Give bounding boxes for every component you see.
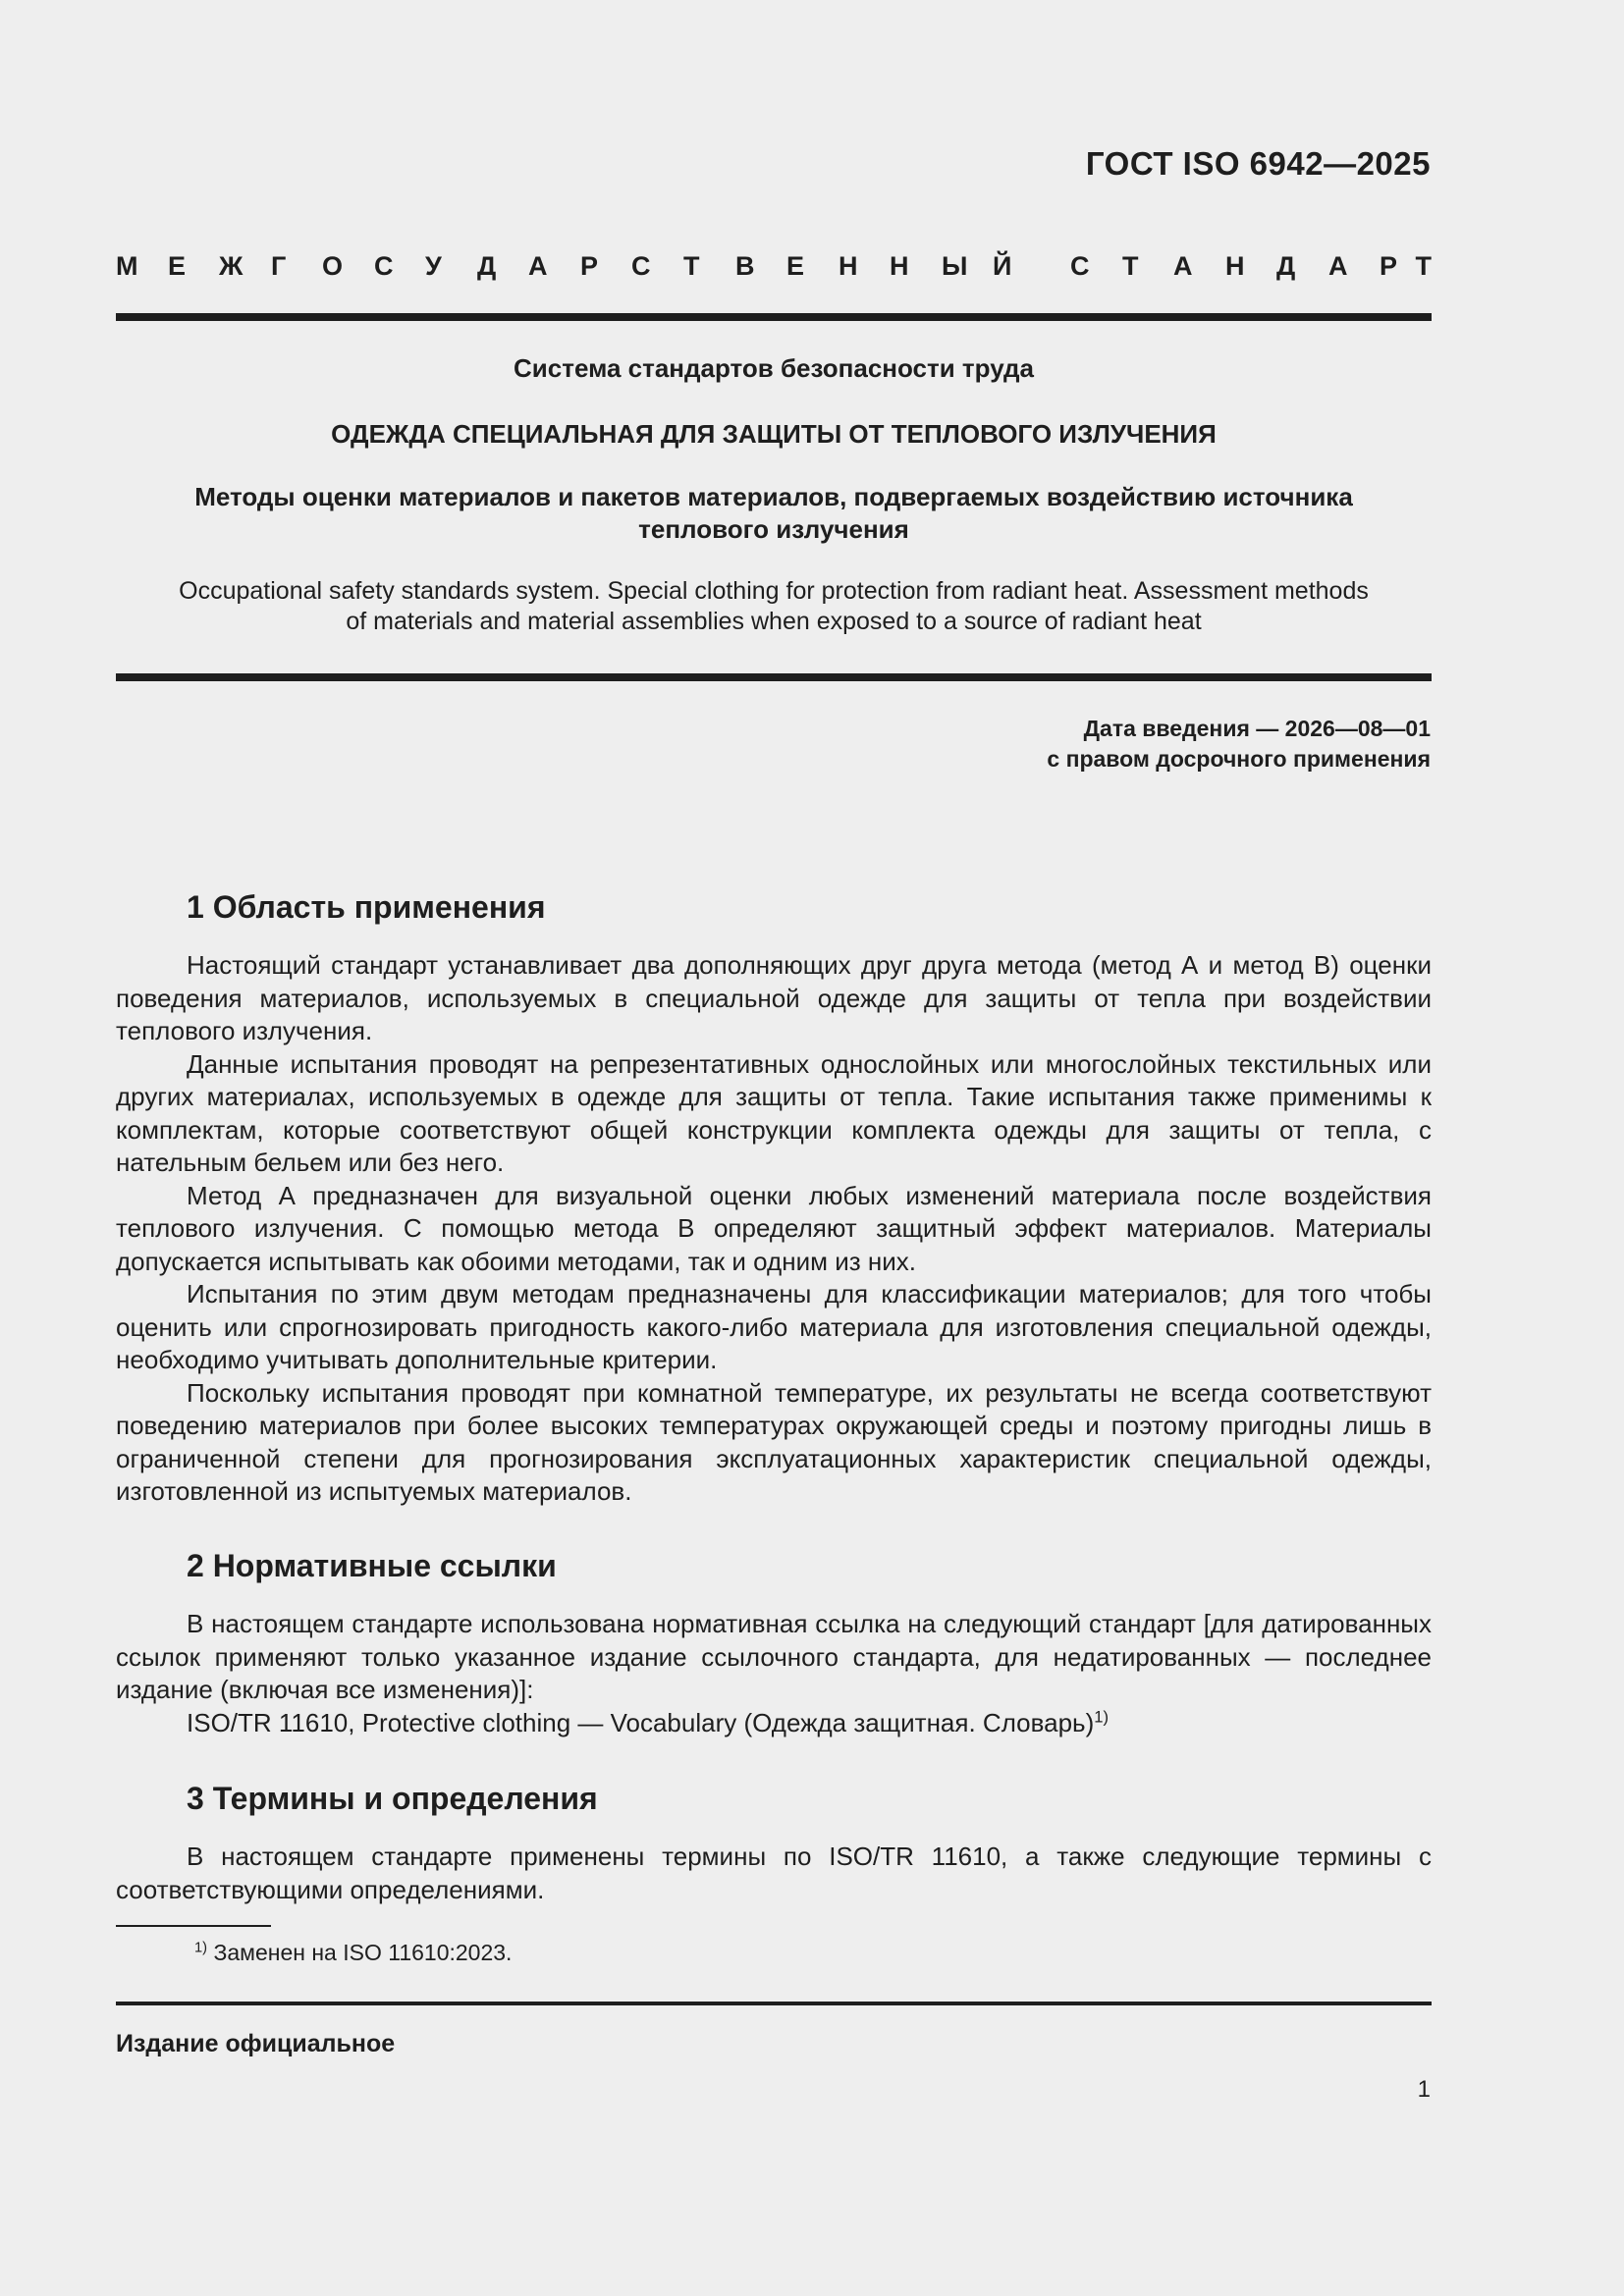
banner-letter: Д	[1276, 251, 1296, 281]
footnote	[194, 1938, 512, 1967]
paragraph: Испытания по этим двум методам предназначены для классификации материалов; для того чтобы оценить или спрогнозировать пригодность какого-либо материала для изготовления специальной одежды, необходимо учитывать дополнительные критерии.	[116, 1279, 1432, 1374]
banner-letter: У	[425, 251, 442, 281]
banner-letter: Т	[1415, 251, 1432, 281]
section-3-heading: 3 Термины и определения	[187, 1781, 598, 1816]
paragraph: В настоящем стандарте применены термины по ISO/TR 11610, а также следующие термины с соответствующими определениями.	[116, 1842, 1432, 1904]
banner-letter: В	[735, 251, 755, 281]
banner-letter: Е	[168, 251, 187, 281]
footnote-mark: 1)	[194, 1940, 208, 1956]
title-rule	[116, 673, 1432, 681]
banner-letter: С	[1070, 251, 1090, 281]
early-application-line: с правом досрочного применения	[1047, 746, 1431, 772]
normative-reference	[116, 1707, 1432, 1740]
banner-letter: Ж	[219, 251, 244, 281]
footnote-text: Заменен на ISO 11610:2023.	[213, 1940, 513, 1965]
top-rule	[116, 313, 1432, 321]
banner-letter: А	[1173, 251, 1193, 281]
paragraph: В настоящем стандарте использована нормативная ссылка на следующий стандарт [для датированных ссылок применяют только указанное издание ссылочного стандарта, для недатированных — последнее издание (включая все изменения)]:	[116, 1609, 1432, 1704]
section-1-body	[116, 949, 1432, 1509]
banner-letter: Д	[477, 251, 497, 281]
system-title: Система стандартов безопасности труда	[514, 353, 1034, 383]
paragraph: Метод А предназначен для визуальной оценки любых изменений материала после воздействия теплового излучения. С помощью метода В определяют защитный эффект материалов. Материалы допускается испытывать как обоими методами, так и одним из них.	[116, 1180, 1432, 1276]
banner-letter: С	[374, 251, 394, 281]
banner-letter: Ы	[942, 251, 968, 281]
date-line: Дата введения — 2026—08—01	[1083, 716, 1431, 741]
document-subtitle	[116, 481, 1432, 546]
banner-letter: Е	[786, 251, 805, 281]
introduction-date	[1047, 714, 1431, 774]
banner-letter: Н	[890, 251, 909, 281]
standard-code: ГОСТ ISO 6942—2025	[1085, 145, 1431, 182]
banner-letter: Н	[1225, 251, 1245, 281]
banner-letter: Й	[993, 251, 1012, 281]
reference-text: ISO/TR 11610, Protective clothing — Vocabulary (Одежда защитная. Словарь)	[187, 1707, 1095, 1737]
section-3-body	[116, 1841, 1432, 1906]
banner-letter: А	[1328, 251, 1348, 281]
english-title-line: Occupational safety standards system. Special clothing for protection from radiant heat. Assessment methods	[179, 577, 1369, 605]
banner-letter: А	[528, 251, 548, 281]
footnote-rule	[116, 1925, 271, 1927]
banner-letter: Р	[1380, 251, 1398, 281]
banner-letter: Г	[271, 251, 287, 281]
subtitle-line: Методы оценки материалов и пакетов материалов, подвергаемых воздействию источника	[194, 482, 1353, 511]
section-1-heading: 1 Область применения	[187, 889, 546, 925]
english-title	[116, 576, 1432, 637]
standard-type-banner	[116, 251, 1432, 285]
english-title-line: of materials and material assemblies when exposed to a source of radiant heat	[346, 608, 1202, 635]
banner-letter: О	[322, 251, 344, 281]
banner-letter: Т	[683, 251, 700, 281]
banner-letter: Н	[839, 251, 858, 281]
paragraph: Настоящий стандарт устанавливает два дополняющих друг друга метода (метод А и метод В) оценки поведения материалов, используемых в специальной одежде для защиты от тепла при воздействии теплового излучения.	[116, 950, 1432, 1045]
page-number: 1	[1417, 2076, 1431, 2103]
banner-letter: С	[631, 251, 651, 281]
banner-letter: Р	[580, 251, 599, 281]
paragraph: Данные испытания проводят на репрезентативных однослойных или многослойных текстильных или других материалах, используемых в одежде для защиты от тепла. Такие испытания также применимы к комплектам, которые соответствуют общей конструкции комплекта одежды для защиты от тепла, с нательным бельем или без него.	[116, 1048, 1432, 1177]
footnote-mark: 1)	[1094, 1706, 1110, 1726]
banner-letter: М	[116, 251, 138, 281]
subtitle-line: теплового излучения	[638, 514, 909, 544]
section-2-body	[116, 1608, 1432, 1739]
footer-rule	[116, 2002, 1432, 2005]
section-2-heading: 2 Нормативные ссылки	[187, 1548, 557, 1583]
banner-letter: Т	[1122, 251, 1139, 281]
edition-label: Издание официальное	[116, 2030, 396, 2057]
paragraph: Поскольку испытания проводят при комнатной температуре, их результаты не всегда соответствуют поведению материалов при более высоких температурах окружающей среды и поэтому пригодны лишь в ограниченной степени для прогнозирования эксплуатационных характеристик специальной одежды, изготовленной из испытуемых материалов.	[116, 1377, 1432, 1506]
document-title: ОДЕЖДА СПЕЦИАЛЬНАЯ ДЛЯ ЗАЩИТЫ ОТ ТЕПЛОВОГО ИЗЛУЧЕНИЯ	[331, 419, 1217, 449]
